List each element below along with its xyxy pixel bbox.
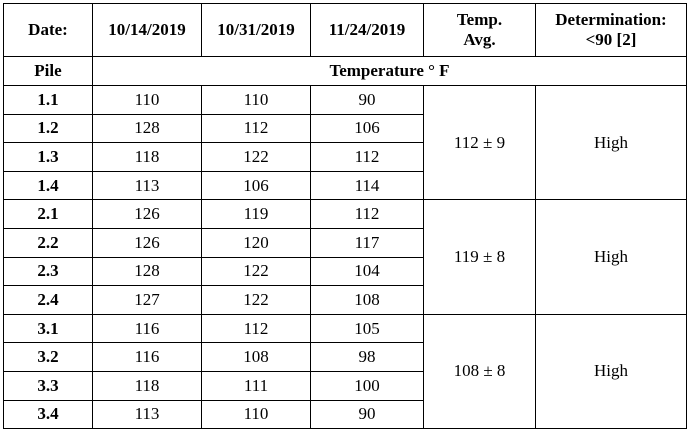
temperature-cell: 90 [311,86,424,115]
temperature-cell: 128 [93,257,202,286]
determination-header [536,4,687,57]
temperature-cell: 117 [311,228,424,257]
temperature-cell: 100 [311,371,424,400]
temp-avg-header-line1: Temp. [456,10,503,29]
temperature-cell: 105 [311,314,424,343]
temperature-table [3,3,687,429]
temp-avg-header [424,4,536,57]
temperature-cell: 111 [202,371,311,400]
determination-cell: High [536,314,687,428]
temperature-cell: 122 [202,143,311,172]
temp-average-cell: 119 ± 8 [424,200,536,314]
temperature-cell: 118 [93,143,202,172]
determination-cell: High [536,86,687,200]
determination-cell: High [536,200,687,314]
temperature-cell: 112 [202,314,311,343]
temperature-cell: 114 [311,171,424,200]
temperature-cell: 116 [93,343,202,372]
temperature-cell: 112 [311,200,424,229]
pile-id: 1.4 [4,171,93,200]
temperature-cell: 112 [311,143,424,172]
temperature-cell: 108 [311,286,424,315]
subheader-row [4,57,687,86]
date-header-1: 10/14/2019 [93,4,202,57]
pile-id: 2.3 [4,257,93,286]
determination-header-line1: Determination: [555,10,667,29]
table-row [4,314,687,343]
temperature-cell: 110 [93,86,202,115]
pile-id: 2.1 [4,200,93,229]
pile-id: 2.2 [4,228,93,257]
pile-id: 3.4 [4,400,93,429]
temperature-cell: 126 [93,200,202,229]
temperature-cell: 106 [202,171,311,200]
date-header-3: 11/24/2019 [311,4,424,57]
temperature-unit-label: Temperature ° F [93,57,687,86]
pile-id: 3.1 [4,314,93,343]
temperature-cell: 110 [202,86,311,115]
temperature-cell: 110 [202,400,311,429]
temperature-cell: 119 [202,200,311,229]
temperature-cell: 122 [202,286,311,315]
temperature-cell: 108 [202,343,311,372]
temperature-cell: 128 [93,114,202,143]
pile-id: 1.3 [4,143,93,172]
pile-id: 3.3 [4,371,93,400]
table-row [4,86,687,115]
temperature-cell: 122 [202,257,311,286]
temperature-cell: 118 [93,371,202,400]
pile-id: 3.2 [4,343,93,372]
table-row [4,200,687,229]
pile-label: Pile [4,57,93,86]
date-label: Date: [4,4,93,57]
temperature-cell: 126 [93,228,202,257]
pile-id: 2.4 [4,286,93,315]
temperature-cell: 104 [311,257,424,286]
pile-id: 1.2 [4,114,93,143]
temperature-cell: 113 [93,171,202,200]
temperature-cell: 120 [202,228,311,257]
temperature-cell: 113 [93,400,202,429]
pile-id: 1.1 [4,86,93,115]
temperature-cell: 106 [311,114,424,143]
header-row [4,4,687,57]
temperature-cell: 98 [311,343,424,372]
determination-header-line2: <90 [2] [585,30,637,49]
temp-average-cell: 108 ± 8 [424,314,536,428]
temperature-cell: 116 [93,314,202,343]
date-header-2: 10/31/2019 [202,4,311,57]
temp-avg-header-line2: Avg. [463,30,496,49]
temperature-cell: 127 [93,286,202,315]
temperature-cell: 112 [202,114,311,143]
temp-average-cell: 112 ± 9 [424,86,536,200]
temperature-cell: 90 [311,400,424,429]
